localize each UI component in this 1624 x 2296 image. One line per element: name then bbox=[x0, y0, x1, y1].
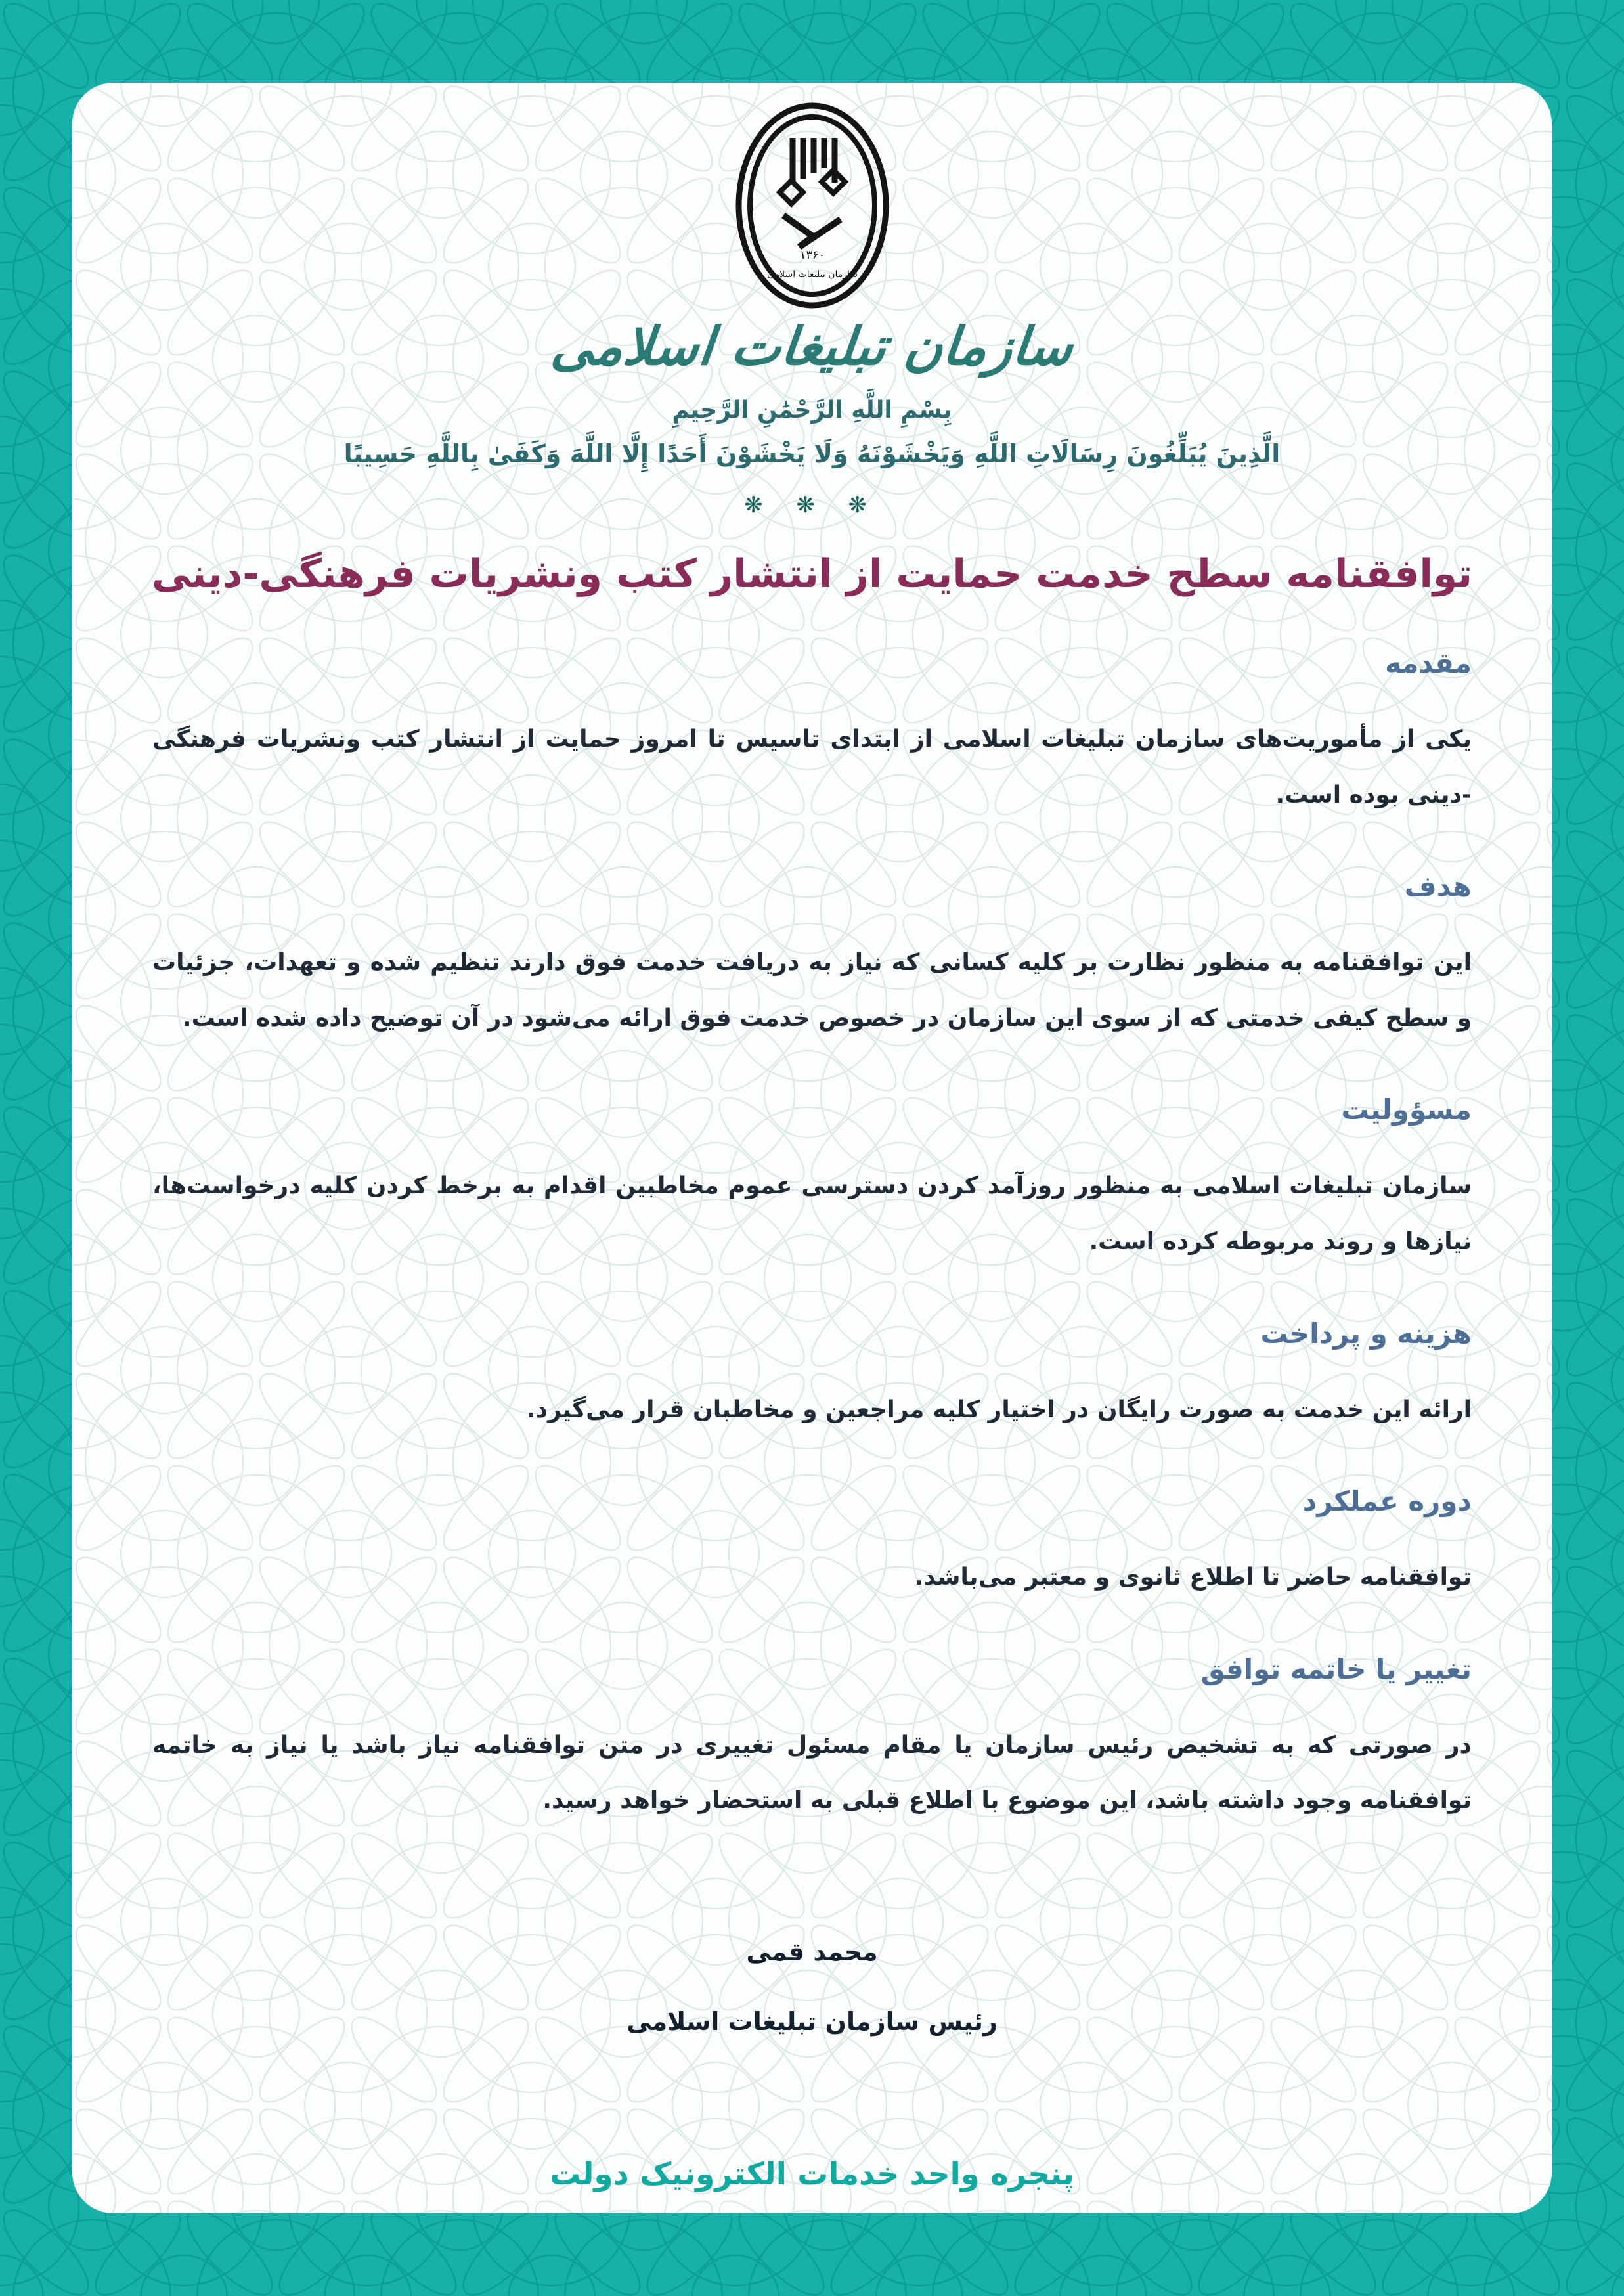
document-page bbox=[72, 83, 1552, 2213]
logo-calligraphy: سازمان تبلیغات اسلامی bbox=[548, 316, 1076, 377]
section-responsibility bbox=[152, 1093, 1472, 1269]
section-goal bbox=[152, 870, 1472, 1046]
section-heading: هدف bbox=[1404, 870, 1472, 903]
organization-logo bbox=[733, 100, 892, 314]
signatory-role: رئیس سازمان تبلیغات اسلامی bbox=[626, 2006, 998, 2036]
section-heading: مسؤولیت bbox=[1341, 1093, 1472, 1126]
section-heading: مقدمه bbox=[1385, 647, 1472, 679]
logo-year: ۱۳۶۰ bbox=[799, 248, 825, 262]
organization-logo-emblem bbox=[733, 100, 892, 311]
section-heading: دوره عملکرد bbox=[1302, 1485, 1472, 1518]
section-body: در صورتی که به تشخیص رئیس سازمان یا مقام مسئول تغییری در متن توافقنامه نیاز باشد یا نیاز به خاتمه توافقنامه وجود داشته باشد، این موضوع با اطلاع قبلی به استحضار خواهد رسید. bbox=[152, 1731, 1472, 1815]
section-body: این توافقنامه به منظور نظارت بر کلیه کسانی که نیاز به دریافت خدمت فوق دارند تنظیم شده و تعهدات، جزئیات و سطح کیفی خدمتی که از سوی این سازمان در خصوص خدمت فوق ارائه می‌شود در آن توضیح داده شده است. bbox=[152, 949, 1472, 1032]
footer-text: پنجره واحد خدمات الکترونیک دولت bbox=[550, 2156, 1074, 2192]
section-body: توافقنامه حاضر تا اطلاع ثانوی و معتبر می‌باشد. bbox=[914, 1564, 1472, 1591]
bismillah-text: بِسْمِ اللَّهِ الرَّحْمَٰنِ الرَّحِيمِ bbox=[672, 397, 952, 424]
ornament-separator: ❋ ❋ ❋ bbox=[743, 492, 881, 518]
logo-org-name-small: سازمان تبلیغات اسلامی bbox=[766, 269, 858, 280]
section-heading: تغییر یا خاتمه توافق bbox=[1200, 1652, 1472, 1685]
signatory-name: محمد قمی bbox=[746, 1937, 878, 1966]
section-cost-payment bbox=[152, 1317, 1472, 1438]
section-body: سازمان تبلیغات اسلامی به منظور روزآمد کردن دسترسی عموم مخاطبین اقدام به برخط کردن کلیه درخواست‌ها، نیازها و روند مربوطه کرده است. bbox=[152, 1172, 1472, 1255]
section-body: یکی از مأموریت‌های سازمان تبلیغات اسلامی از ابتدای تاسیس تا امروز حمایت از انتشار کتب ونشریات فرهنگی -دینی بوده است. bbox=[152, 726, 1472, 808]
section-heading: هزینه و پرداخت bbox=[1260, 1317, 1472, 1350]
section-body: ارائه این خدمت به صورت رایگان در اختیار کلیه مراجعین و مخاطبان قرار می‌گیرد. bbox=[527, 1396, 1472, 1423]
quran-verse: الَّذِينَ يُبَلِّغُونَ رِسَالَاتِ اللَّهِ وَيَخْشَوْنَهُ وَلَا يَخْشَوْنَ أَحَدًا إِلَّا اللَّهَ وَكَفَىٰ بِاللَّهِ حَسِيبًا bbox=[343, 439, 1281, 468]
section-performance-period bbox=[152, 1485, 1472, 1606]
page-title: توافقنامه سطح خدمت حمایت از انتشار کتب ونشریات فرهنگی-دینی bbox=[151, 551, 1473, 597]
section-introduction bbox=[152, 647, 1472, 823]
section-change-termination bbox=[152, 1653, 1472, 1829]
